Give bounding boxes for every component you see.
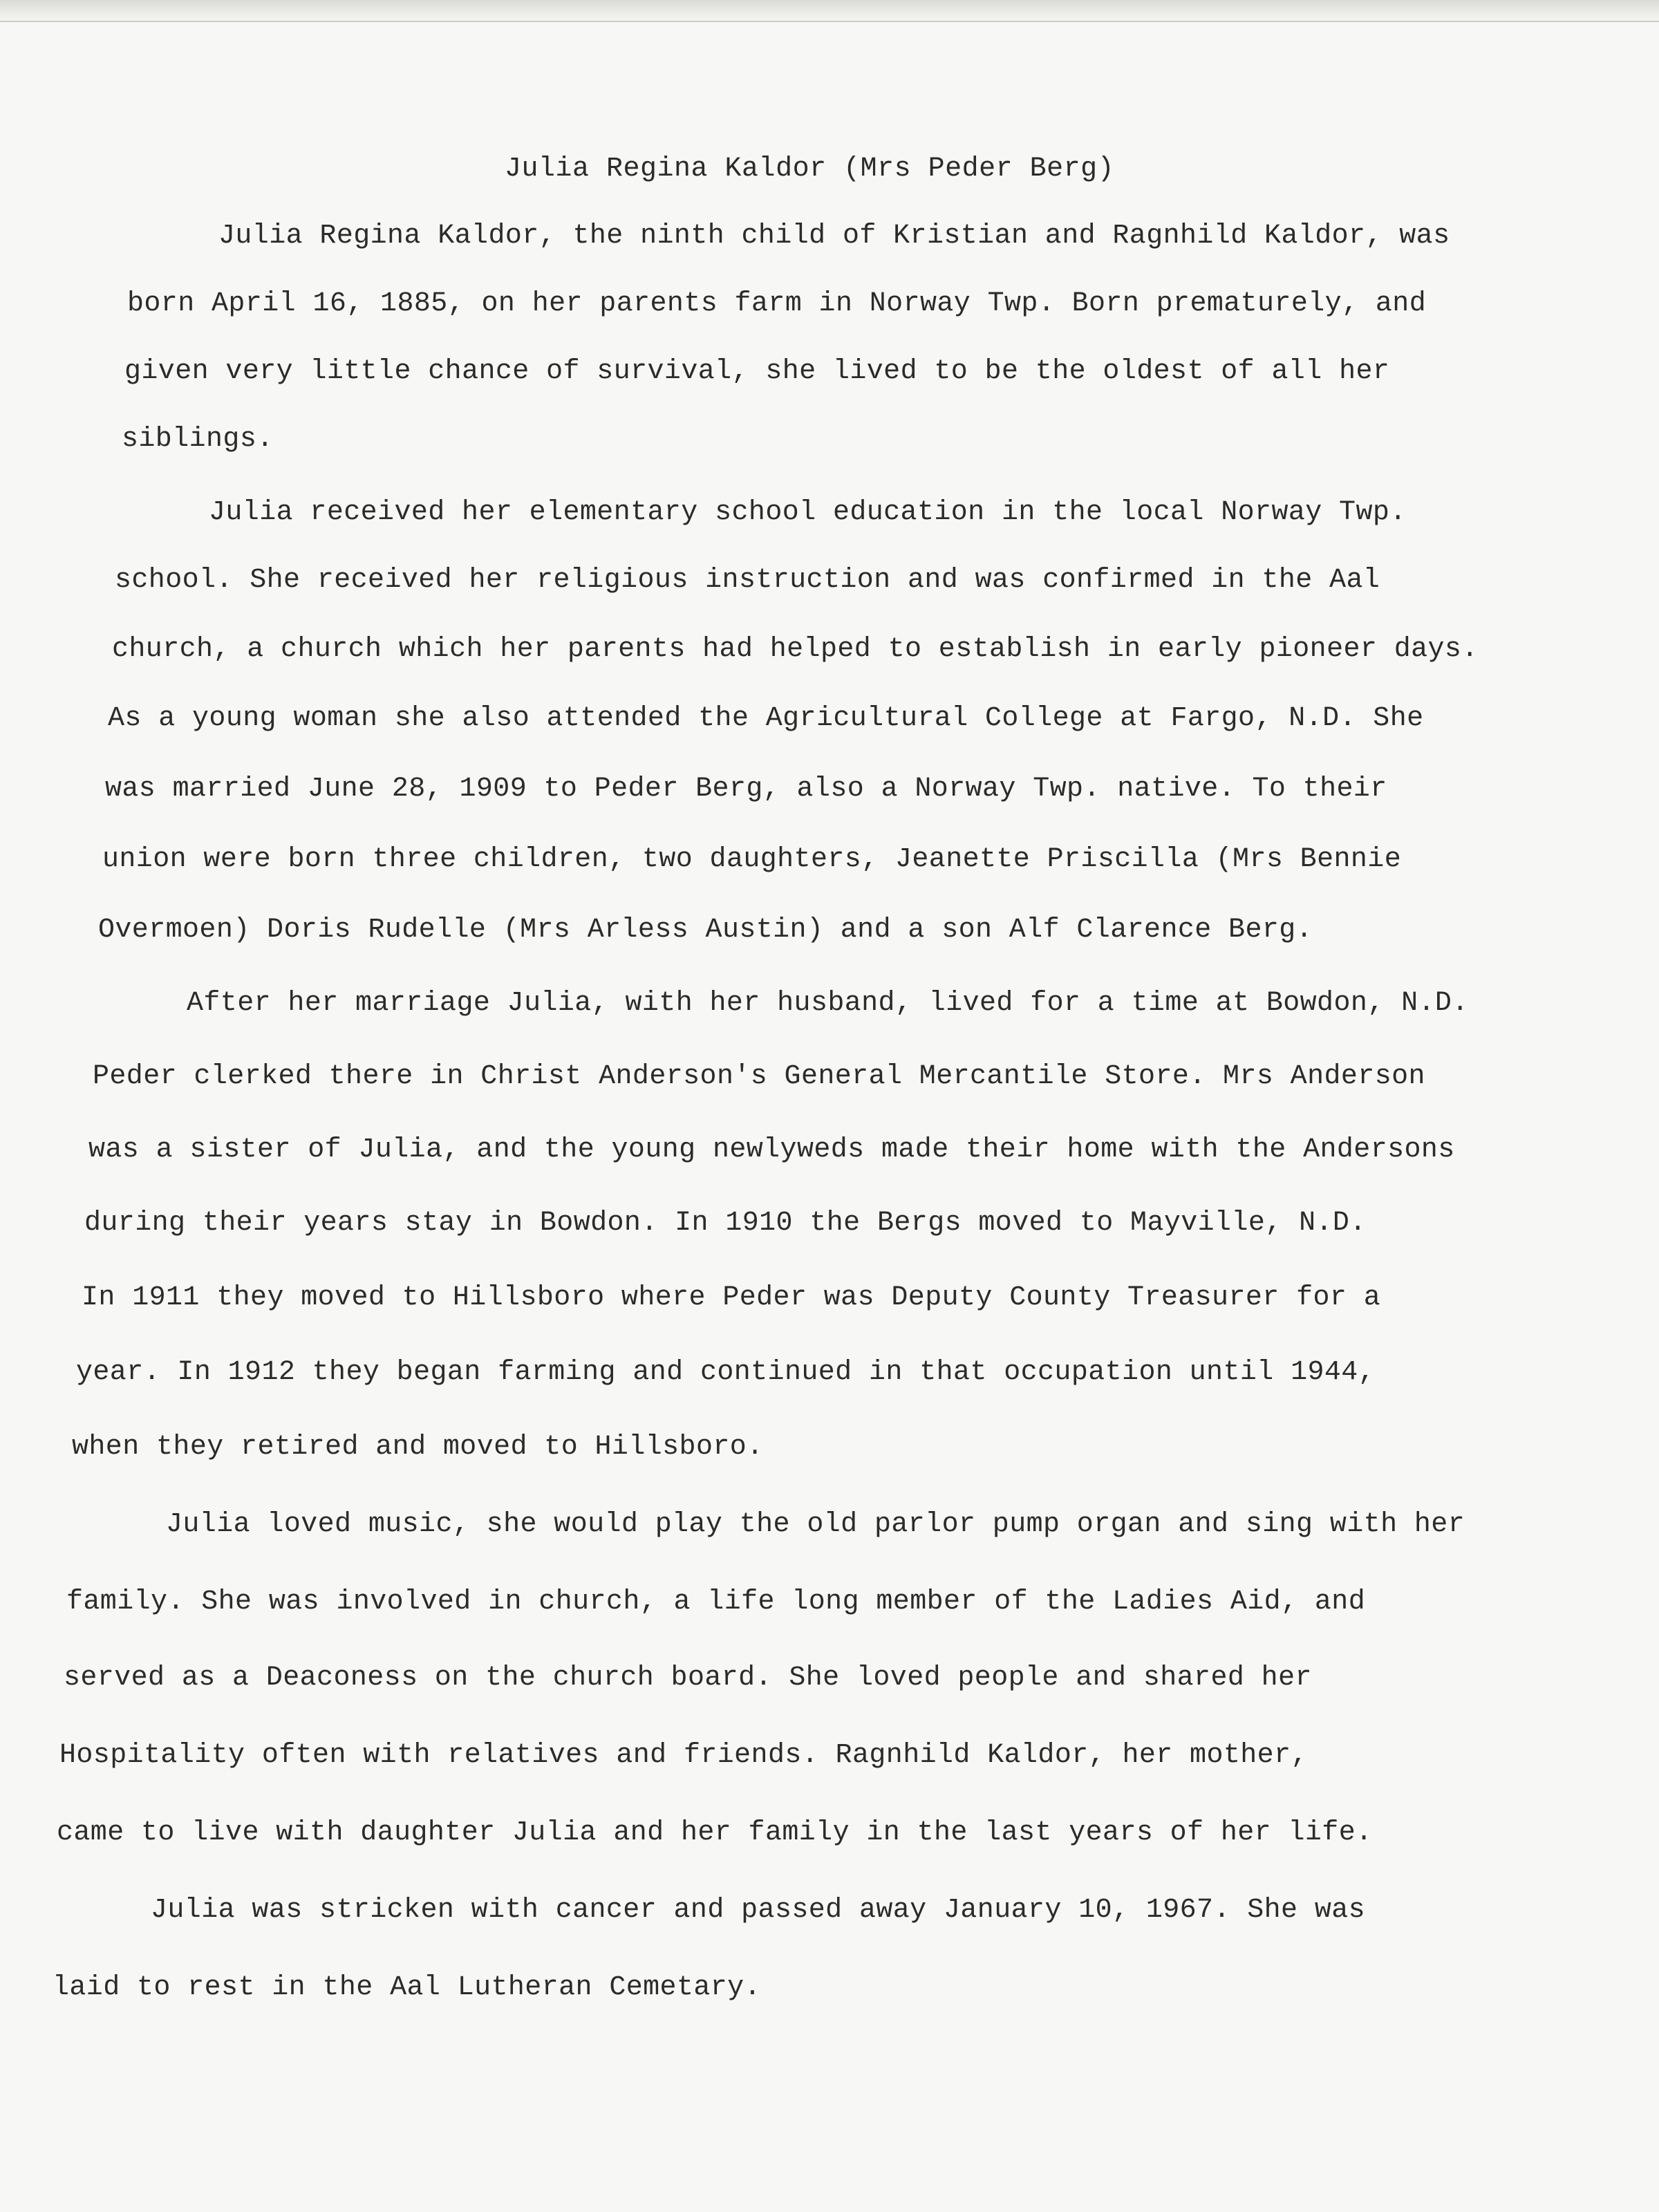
paragraph-line: Julia Regina Kaldor, the ninth child of Kristian and Ragnhild Kaldor, was	[218, 221, 1450, 252]
paragraph-line: came to live with daughter Julia and her family in the last years of her life.	[57, 1817, 1373, 1848]
paragraph-line: Hospitality often with relatives and friends. Ragnhild Kaldor, her mother,	[59, 1740, 1308, 1771]
paragraph-line: was married June 28, 1909 to Peder Berg, also a Norway Twp. native. To their	[105, 774, 1387, 805]
paragraph-line: After her marriage Julia, with her husband, lived for a time at Bowdon, N.D.	[187, 988, 1469, 1019]
paragraph-line: In 1911 they moved to Hillsboro where Peder was Deputy County Treasurer for a	[82, 1282, 1381, 1313]
paragraph-line: As a young woman she also attended the Agricultural College at Fargo, N.D. She	[108, 703, 1424, 734]
paragraph-line: born April 16, 1885, on her parents farm in Norway Twp. Born prematurely, and	[127, 288, 1427, 319]
paragraph-line: church, a church which her parents had helped to establish in early pioneer days.	[112, 634, 1479, 665]
paragraph-line: Julia loved music, she would play the old parlor pump organ and sing with her	[166, 1509, 1465, 1540]
paragraph-line: family. She was involved in church, a life long member of the Ladies Aid, and	[66, 1586, 1366, 1618]
paragraph-line: when they retired and moved to Hillsboro.	[72, 1432, 764, 1463]
paragraph-line: Overmoen) Doris Rudelle (Mrs Arless Austin) and a son Alf Clarence Berg.	[98, 915, 1313, 946]
paragraph-line: Julia was stricken with cancer and passed away January 10, 1967. She was	[151, 1895, 1366, 1926]
paragraph-line: Julia received her elementary school education in the local Norway Twp.	[209, 497, 1407, 528]
paragraph-line: served as a Deaconess on the church board. She loved people and shared her	[64, 1662, 1312, 1694]
paragraph-line: school. She received her religious instruction and was confirmed in the Aal	[115, 565, 1380, 596]
paragraph-line: given very little chance of survival, she lived to be the oldest of all her	[124, 356, 1390, 387]
paragraph-line: union were born three children, two daughters, Jeanette Priscilla (Mrs Bennie	[102, 844, 1402, 875]
paragraph-line: was a sister of Julia, and the young newlyweds made their home with the Andersons	[88, 1134, 1455, 1165]
paragraph-line: laid to rest in the Aal Lutheran Cemetary.	[53, 1972, 761, 2003]
document-title: Julia Regina Kaldor (Mrs Peder Berg)	[505, 153, 1115, 185]
paragraph-line: siblings.	[122, 424, 274, 455]
paragraph-line: Peder clerked there in Christ Anderson's General Mercantile Store. Mrs Anderson	[93, 1061, 1425, 1092]
paragraph-line: year. In 1912 they began farming and continued in that occupation until 1944,	[76, 1357, 1376, 1388]
paragraph-line: during their years stay in Bowdon. In 1910 the Bergs moved to Mayville, N.D.	[84, 1208, 1367, 1239]
